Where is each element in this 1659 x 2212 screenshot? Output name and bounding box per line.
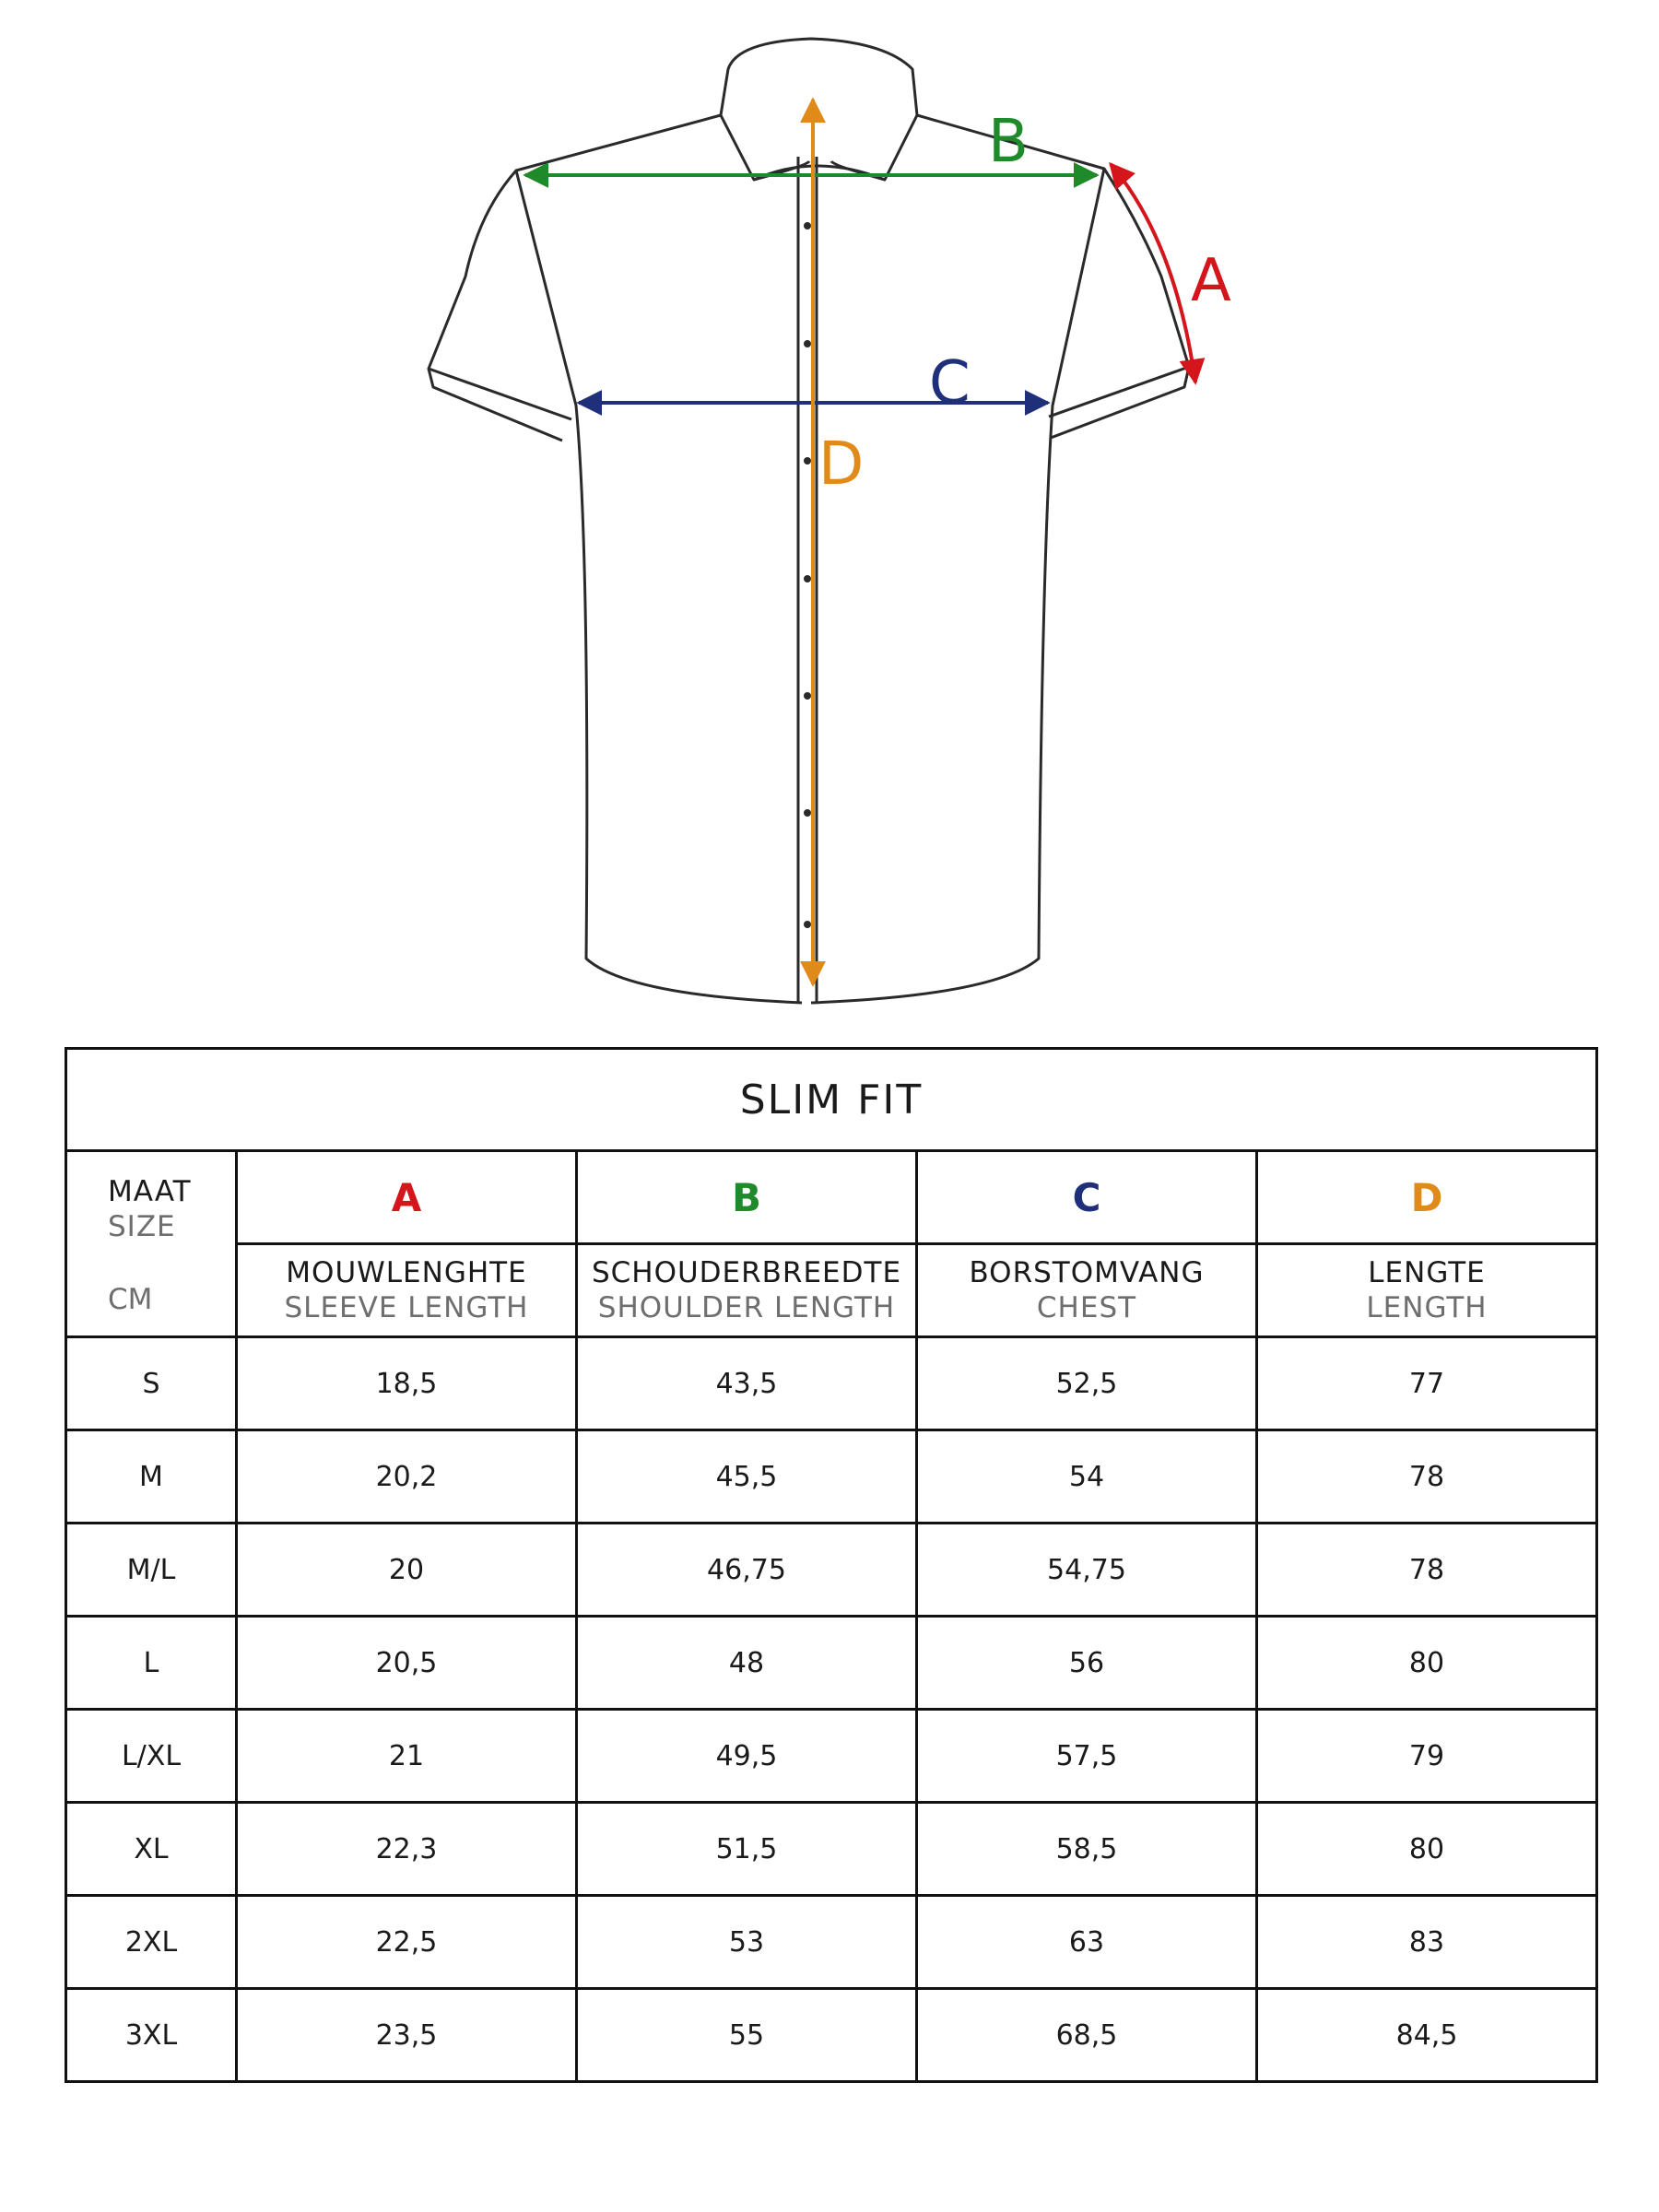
size-cell: L/XL [66,1710,237,1803]
value-cell-c: 54,75 [917,1524,1257,1617]
value-cell-d: 80 [1257,1617,1597,1710]
measure-c-label: C [929,349,971,418]
shirt-buttons [804,222,811,928]
column-header-a: MOUWLENGHTE SLEEVE LENGTH [237,1244,577,1337]
value-cell-b: 49,5 [577,1710,917,1803]
value-cell-b: 46,75 [577,1524,917,1617]
value-cell-b: 51,5 [577,1803,917,1896]
value-cell-c: 63 [917,1896,1257,1989]
size-table [65,1047,1598,2083]
value-cell-d: 78 [1257,1524,1597,1617]
corner-unit: CM [108,1283,153,1316]
measure-d-label: D [818,430,865,499]
value-cell-a: 20 [237,1524,577,1617]
size-cell: M [66,1430,237,1524]
size-cell: 3XL [66,1989,237,2082]
size-cell: L [66,1617,237,1710]
measure-a-label: A [1191,247,1231,315]
size-cell: S [66,1337,237,1430]
table-row [66,1989,1597,2082]
value-cell-a: 22,5 [237,1896,577,1989]
size-cell: M/L [66,1524,237,1617]
shirt-outline [429,39,1189,1003]
value-cell-d: 83 [1257,1896,1597,1989]
value-cell-c: 56 [917,1617,1257,1710]
size-cell: XL [66,1803,237,1896]
value-cell-a: 21 [237,1710,577,1803]
value-cell-b: 53 [577,1896,917,1989]
value-cell-d: 77 [1257,1337,1597,1430]
value-cell-d: 78 [1257,1430,1597,1524]
value-cell-b: 43,5 [577,1337,917,1430]
table-row [66,1617,1597,1710]
value-cell-b: 45,5 [577,1430,917,1524]
value-cell-b: 48 [577,1617,917,1710]
column-header-b: SCHOUDERBREEDTE SHOULDER LENGTH [577,1244,917,1337]
value-cell-a: 23,5 [237,1989,577,2082]
value-cell-c: 52,5 [917,1337,1257,1430]
value-cell-a: 22,3 [237,1803,577,1896]
value-cell-a: 20,5 [237,1617,577,1710]
corner-size: SIZE [108,1210,176,1243]
shirt-diagram [0,0,1659,1014]
value-cell-c: 68,5 [917,1989,1257,2082]
measure-b-label: B [988,108,1029,176]
table-row [66,1803,1597,1896]
column-header-d: LENGTE LENGTH [1257,1244,1597,1337]
column-letter-c: C [917,1151,1257,1244]
value-cell-a: 20,2 [237,1430,577,1524]
corner-cell [66,1151,237,1337]
value-cell-a: 18,5 [237,1337,577,1430]
table-row [66,1430,1597,1524]
table-row [66,1524,1597,1617]
value-cell-c: 58,5 [917,1803,1257,1896]
table-row [66,1337,1597,1430]
table-title: SLIM FIT [66,1049,1597,1151]
table-row [66,1896,1597,1989]
column-letter-b: B [577,1151,917,1244]
size-cell: 2XL [66,1896,237,1989]
value-cell-d: 79 [1257,1710,1597,1803]
table-row [66,1710,1597,1803]
corner-maat: MAAT [108,1175,192,1208]
column-letter-d: D [1257,1151,1597,1244]
value-cell-c: 57,5 [917,1710,1257,1803]
value-cell-b: 55 [577,1989,917,2082]
column-letter-a: A [237,1151,577,1244]
column-header-c: BORSTOMVANG CHEST [917,1244,1257,1337]
value-cell-d: 80 [1257,1803,1597,1896]
value-cell-c: 54 [917,1430,1257,1524]
value-cell-d: 84,5 [1257,1989,1597,2082]
